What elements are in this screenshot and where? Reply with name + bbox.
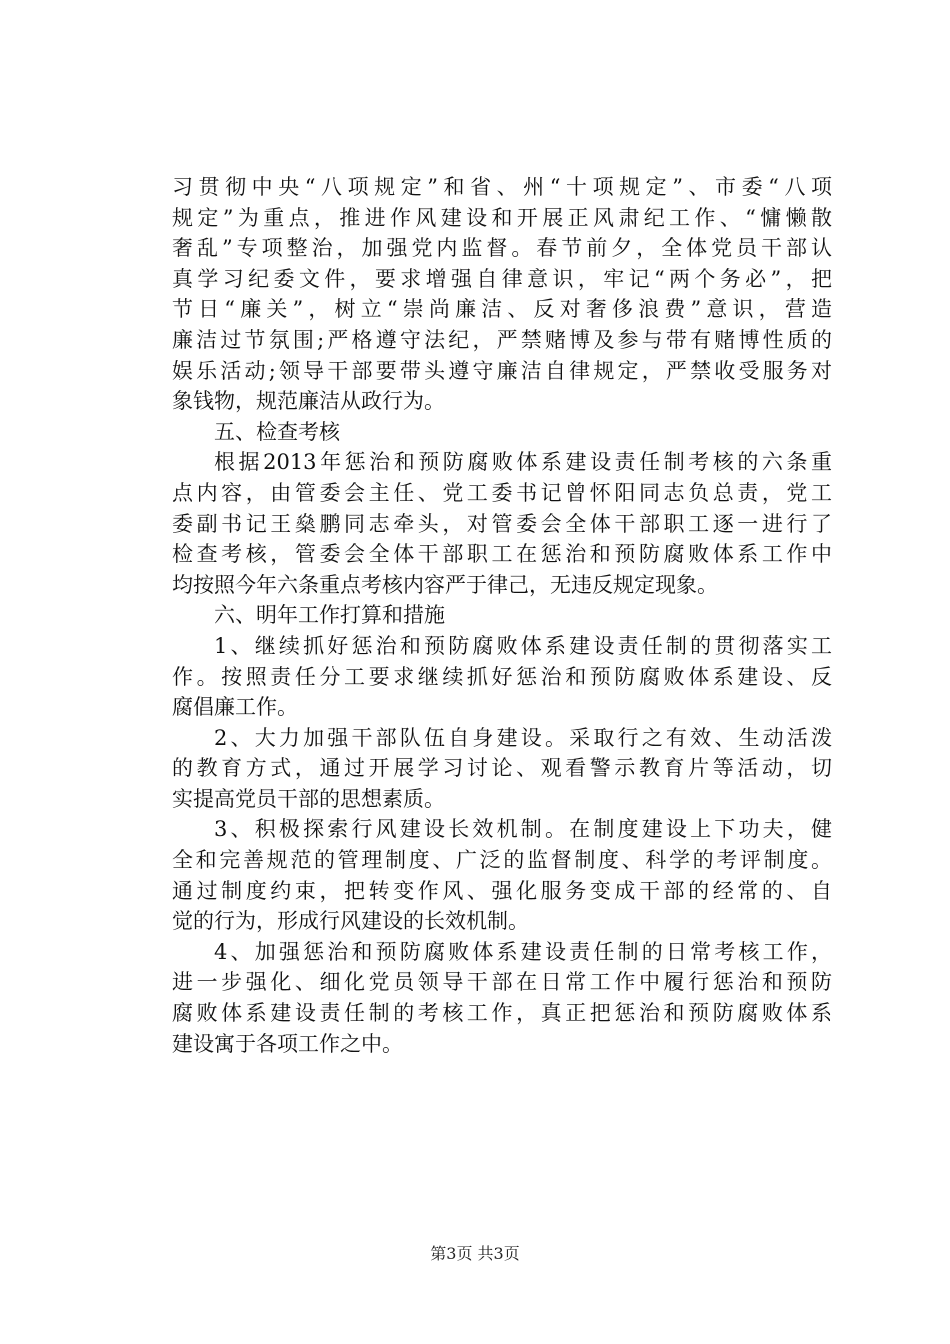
measure-item-2 (172, 723, 832, 815)
page-footer: 第3页 共3页 (430, 1244, 520, 1263)
measure-item-3 (172, 814, 832, 936)
text-line: 2、大力加强干部队伍自身建设。采取行之有效、生动活泼 (214, 725, 832, 750)
text-line: 建设寓于各项工作之中。 (172, 1031, 403, 1056)
text-line: 根据2013年惩治和预防腐败体系建设责任制考核的六条重 (214, 450, 832, 475)
text-line: 4、加强惩治和预防腐败体系建设责任制的日常考核工作， (214, 939, 832, 964)
text-line: 委副书记王燊鹏同志牵头，对管委会全体干部职工逐一进行了 (172, 511, 832, 536)
text-line: 六、明年工作打算和措施 (214, 603, 445, 628)
text-line: 真学习纪委文件，要求增强自律意识，牢记“两个务必”，把 (172, 266, 832, 291)
text-line: 通过制度约束，把转变作风、强化服务变成干部的经常的、自 (172, 878, 832, 903)
text-line: 觉的行为，形成行风建设的长效机制。 (172, 909, 529, 934)
measure-item-1 (172, 631, 832, 723)
text-line: 五、检查考核 (214, 419, 340, 444)
section-heading-5 (172, 417, 832, 448)
text-line: 腐败体系建设责任制的考核工作，真正把惩治和预防腐败体系 (172, 1001, 832, 1026)
document-body (172, 172, 832, 1059)
text-line: 习贯彻中央“八项规定”和省、州“十项规定”、市委“八项 (172, 175, 832, 199)
text-line: 奢乱”专项整治，加强党内监督。春节前夕，全体党员干部认 (172, 236, 832, 261)
text-line: 作。按照责任分工要求继续抓好惩治和预防腐败体系建设、反 (172, 664, 832, 689)
section-heading-6 (172, 600, 832, 631)
text-line: 娱乐活动;领导干部要带头遵守廉洁自律规定，严禁收受服务对 (172, 358, 832, 383)
text-line: 进一步强化、细化党员领导干部在日常工作中履行惩治和预防 (172, 970, 832, 995)
text-line: 的教育方式，通过开展学习讨论、观看警示教育片等活动，切 (172, 756, 832, 781)
measure-item-4 (172, 937, 832, 1059)
text-line: 全和完善规范的管理制度、广泛的监督制度、科学的考评制度。 (172, 848, 832, 873)
text-line: 腐倡廉工作。 (172, 695, 298, 720)
paragraph-continuation (172, 172, 832, 417)
text-line: 检查考核，管委会全体干部职工在惩治和预防腐败体系工作中 (172, 542, 832, 567)
text-line: 3、积极探索行风建设长效机制。在制度建设上下功夫，健 (214, 817, 832, 842)
text-line: 规定”为重点，推进作风建设和开展正风肃纪工作、“慵懒散 (172, 205, 832, 230)
text-line: 实提高党员干部的思想素质。 (172, 786, 445, 811)
text-line: 1、继续抓好惩治和预防腐败体系建设责任制的贯彻落实工 (214, 633, 832, 658)
text-line: 节日“廉关”，树立“崇尚廉洁、反对奢侈浪费”意识，营造 (172, 297, 832, 322)
text-line: 均按照今年六条重点考核内容严于律己，无违反规定现象。 (172, 572, 718, 597)
text-line: 廉洁过节氛围;严格遵守法纪，严禁赌博及参与带有赌博性质的 (172, 327, 832, 352)
text-line: 象钱物，规范廉洁从政行为。 (172, 389, 445, 414)
text-line: 点内容，由管委会主任、党工委书记曾怀阳同志负总责，党工 (172, 480, 832, 505)
paragraph-inspection (172, 447, 832, 600)
